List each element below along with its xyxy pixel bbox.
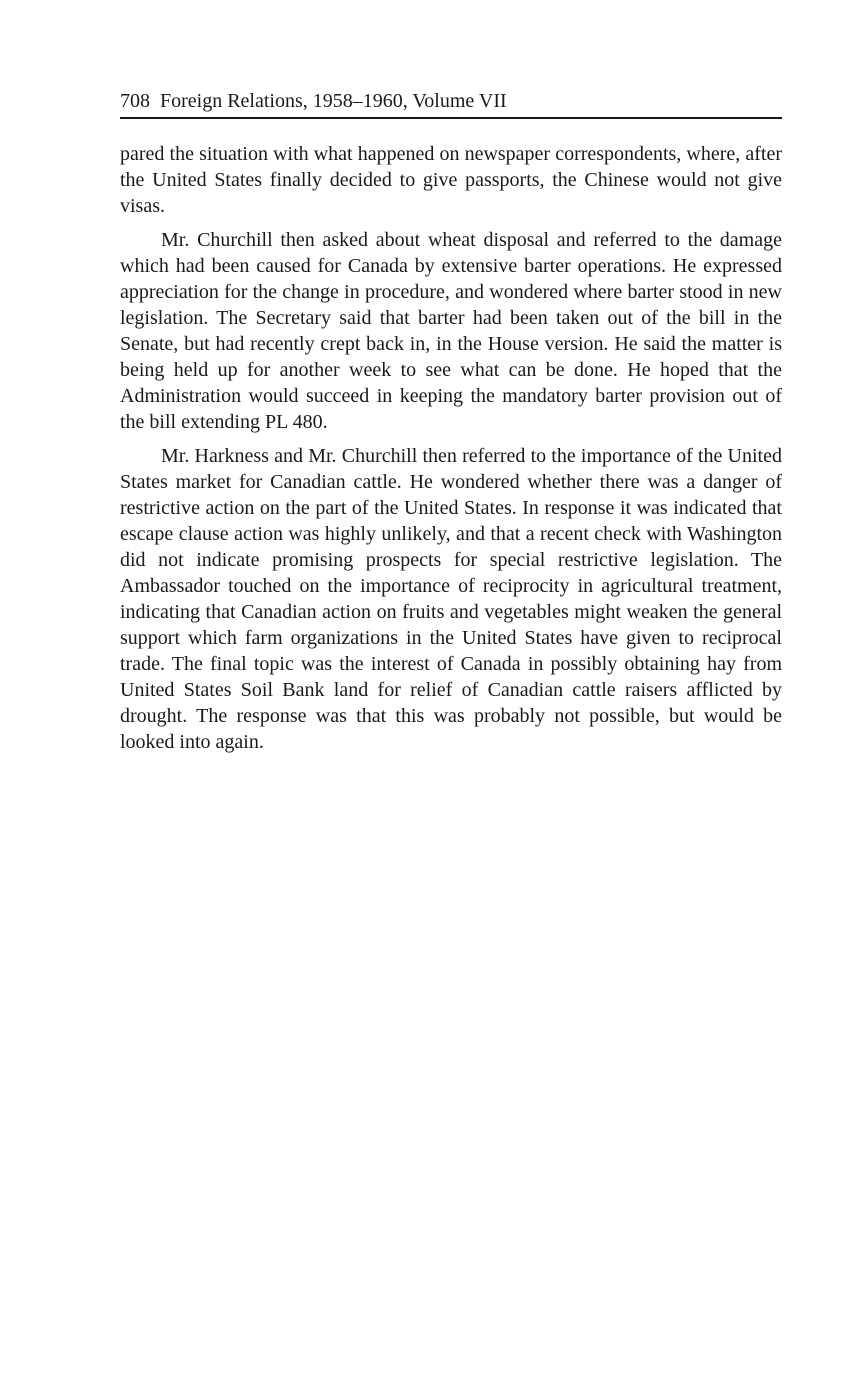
- paragraph-wheat-disposal: Mr. Churchill then asked about wheat disposal and referred to the damage which had been caused for Canada by extensive barter operations. He expressed appreciation for the change in procedure, and wondered where barter stood in new legislation. The Secretary said that barter had been taken out of the bill in the Senate, but had recently crept back in, in the House version. He said the matter is being held up for another week to see what can be done. He hoped that the Administration would succeed in keeping the mandatory barter provision out of the bill extending PL 480.: [120, 229, 782, 433]
- paragraph-continuation: pared the situation with what happened on newspaper correspondents, where, after the United States finally decided to give passports, the Chinese would not give visas.: [120, 143, 782, 217]
- paragraph-canadian-cattle: Mr. Harkness and Mr. Churchill then referred to the importance of the United States market for Canadian cattle. He wondered whether there was a danger of restrictive action on the part of the United States. In response it was indicated that escape clause action was highly unlikely, and that a recent check with Washington did not indicate promising prospects for special restrictive legislation. The Ambassador touched on the importance of reciprocity in agricultural treatment, indicating that Canadian action on fruits and vegetables might weaken the general support which farm organizations in the United States have given to reciprocal trade. The final topic was the interest of Canada in possibly obtaining hay from United States Soil Bank land for relief of Canadian cattle raisers afflicted by drought. The response was that this was probably not possible, but would be looked into again.: [120, 445, 782, 753]
- publication-title: Foreign Relations, 1958–1960, Volume VII: [160, 90, 507, 112]
- page-number: 708: [120, 90, 150, 112]
- body-text: [120, 141, 782, 755]
- running-header: [120, 86, 782, 119]
- document-page: [120, 86, 782, 763]
